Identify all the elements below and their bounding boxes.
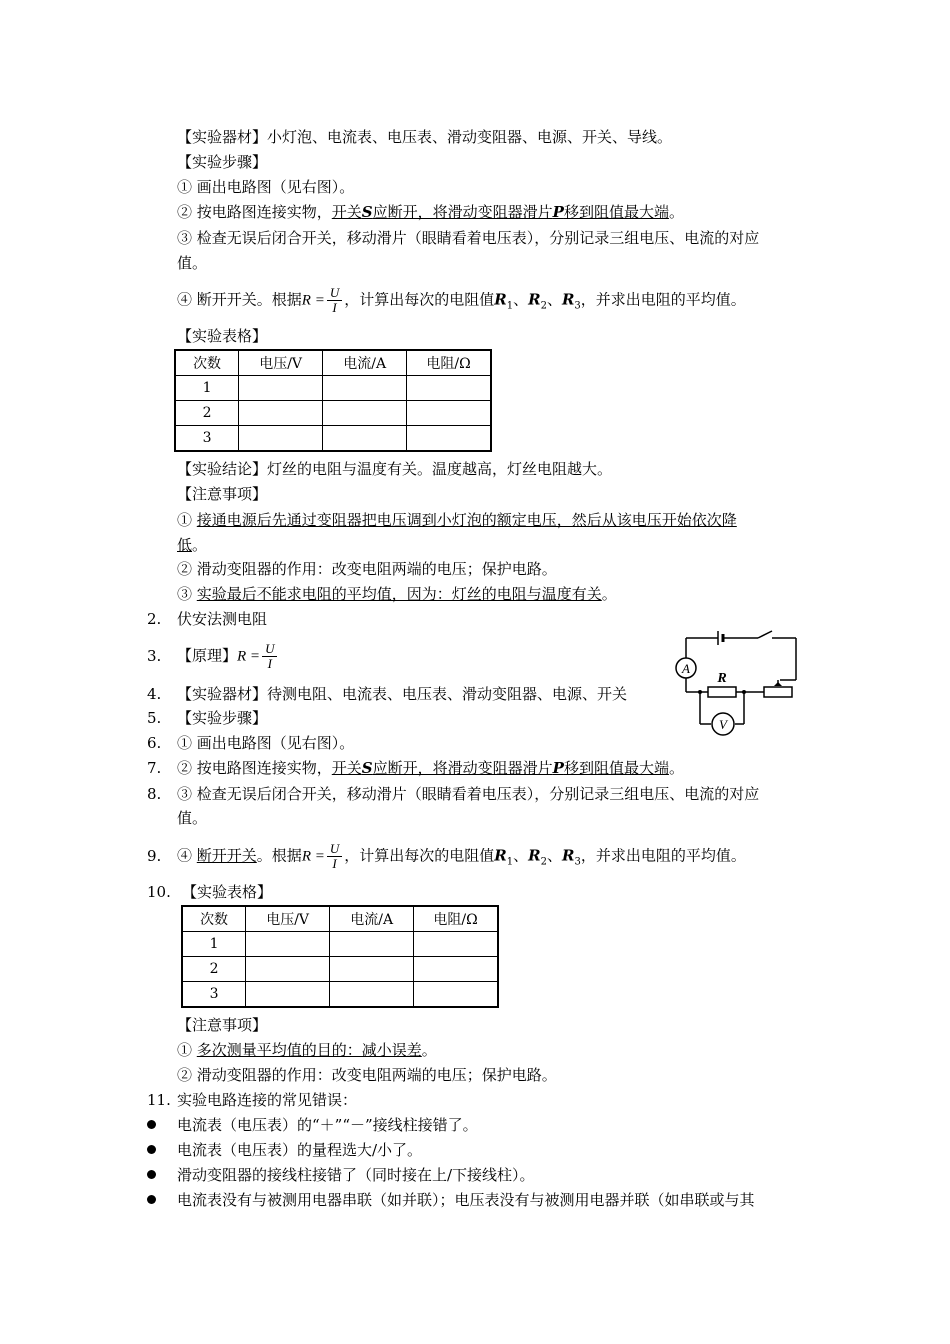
formula-fraction: $\frac{U}{I}$ [327,286,342,315]
item-2: 伏安法测电阻 [177,610,268,628]
item-number: 7. [147,759,162,777]
item-number: 2. [147,610,162,628]
resistor-label: R [717,671,727,686]
formula-fraction: $\frac{U}{I}$ [262,642,277,671]
item-4: 【实验器材】待测电阻、电流表、电压表、滑动变阻器、电源、开关 [177,685,628,703]
item-6: ① 画出电路图（见右图）。 [177,734,355,752]
step-3-line2: 值。 [177,254,208,272]
conclusion: 【实验结论】灯丝的电阻与温度有关。温度越高，灯丝电阻越大。 [177,460,613,478]
item-number: 11. [147,1091,171,1109]
header-resistance: 电阻/Ω [414,906,498,932]
item-number: 4. [147,685,162,703]
item-number: 9. [147,847,162,865]
item-number: 10. [147,883,171,901]
circuit-diagram [668,628,802,738]
rheostat-icon [764,687,792,697]
header-voltage: 电压/V [239,350,323,376]
item-7: ② 按电路图连接实物，开关S应断开，将滑动变阻器滑片P移到阻值最大端。 [177,759,684,777]
formula-fraction: $\frac{U}{I}$ [327,842,342,871]
step-2: ② 按电路图连接实物，开关S应断开，将滑动变阻器滑片P移到阻值最大端。 [177,203,684,221]
notes-title-2: 【注意事项】 [177,1016,268,1034]
note-2-1: ① 多次测量平均值的目的：减小误差。 [177,1041,437,1059]
item-9: ④ 断开开关。根据R = $\frac{U}{I}$ ，计算出每次的电阻值$R_1$、$R_2$、$R_3$，并求出电阻的平均值。 [177,841,746,871]
item-3-principle: 【原理】R = $\frac{U}{I}$ [177,642,279,671]
note-3: ③ 实验最后不能求电阻的平均值，因为：灯丝的电阻与温度有关。 [177,585,617,603]
header-current: 电流/A [330,906,414,932]
data-table-1 [174,349,492,452]
bullet-icon [147,1145,156,1154]
row-index: 2 [175,401,239,426]
item-8-line1: ③ 检查无误后闭合开关，移动滑片（眼睛看着电压表），分别记录三组电压、电流的对应 [177,785,760,803]
table-title-1: 【实验表格】 [177,327,268,345]
item-11: 实验电路连接的常见错误： [177,1091,358,1109]
note-1-line1: ① 接通电源后先通过变阻器把电压调到小灯泡的额定电压，然后从该电压开始依次降 [177,511,737,529]
step-1: ① 画出电路图（见右图）。 [177,178,355,196]
item-5: 【实验步骤】 [177,709,268,727]
row-index: 3 [182,982,246,1008]
note-2-2: ② 滑动变阻器的作用：改变电阻两端的电压；保护电路。 [177,1066,557,1084]
error-2: 电流表（电压表）的量程选大/小了。 [177,1141,423,1159]
resistor-icon [708,687,736,697]
item-8-line2: 值。 [177,809,208,827]
step-3-line1: ③ 检查无误后闭合开关，移动滑片（眼睛看着电压表），分别记录三组电压、电流的对应 [177,229,760,247]
item-10: 【实验表格】 [182,883,273,901]
error-3: 滑动变阻器的接线柱接错了（同时接在上/下接线柱）。 [177,1166,535,1184]
row-index: 1 [182,932,246,957]
header-count: 次数 [182,906,246,932]
switch-blade [758,631,772,638]
header-count: 次数 [175,350,239,376]
row-index: 1 [175,376,239,401]
header-current: 电流/A [323,350,407,376]
note-1-line2: 低。 [177,536,208,554]
error-4: 电流表没有与被测用电器串联（如并联）；电压表没有与被测用电器并联（如串联或与其 [177,1191,755,1209]
row-index: 2 [182,957,246,982]
step-4: ④ 断开开关。根据R = $\frac{U}{I}$ ，计算出每次的电阻值$R_1$、$R_2$、$R_3$，并求出电阻的平均值。 [177,285,746,315]
ammeter-label: A [682,661,690,676]
voltmeter-label: V [719,717,727,732]
notes-title-1: 【注意事项】 [177,485,268,503]
header-voltage: 电压/V [246,906,330,932]
bullet-icon [147,1120,156,1129]
steps-title: 【实验步骤】 [177,153,268,171]
note-2: ② 滑动变阻器的作用：改变电阻两端的电压；保护电路。 [177,560,557,578]
bullet-icon [147,1195,156,1204]
item-number: 3. [147,647,162,665]
equipment-line: 【实验器材】小灯泡、电流表、电压表、滑动变阻器、电源、开关、导线。 [177,128,673,146]
bullet-icon [147,1170,156,1179]
item-number: 8. [147,785,162,803]
row-index: 3 [175,426,239,452]
header-resistance: 电阻/Ω [407,350,491,376]
item-number: 5. [147,709,162,727]
item-number: 6. [147,734,162,752]
data-table-2 [181,905,499,1008]
error-1: 电流表（电压表）的“＋”“－”接线柱接错了。 [177,1116,478,1134]
